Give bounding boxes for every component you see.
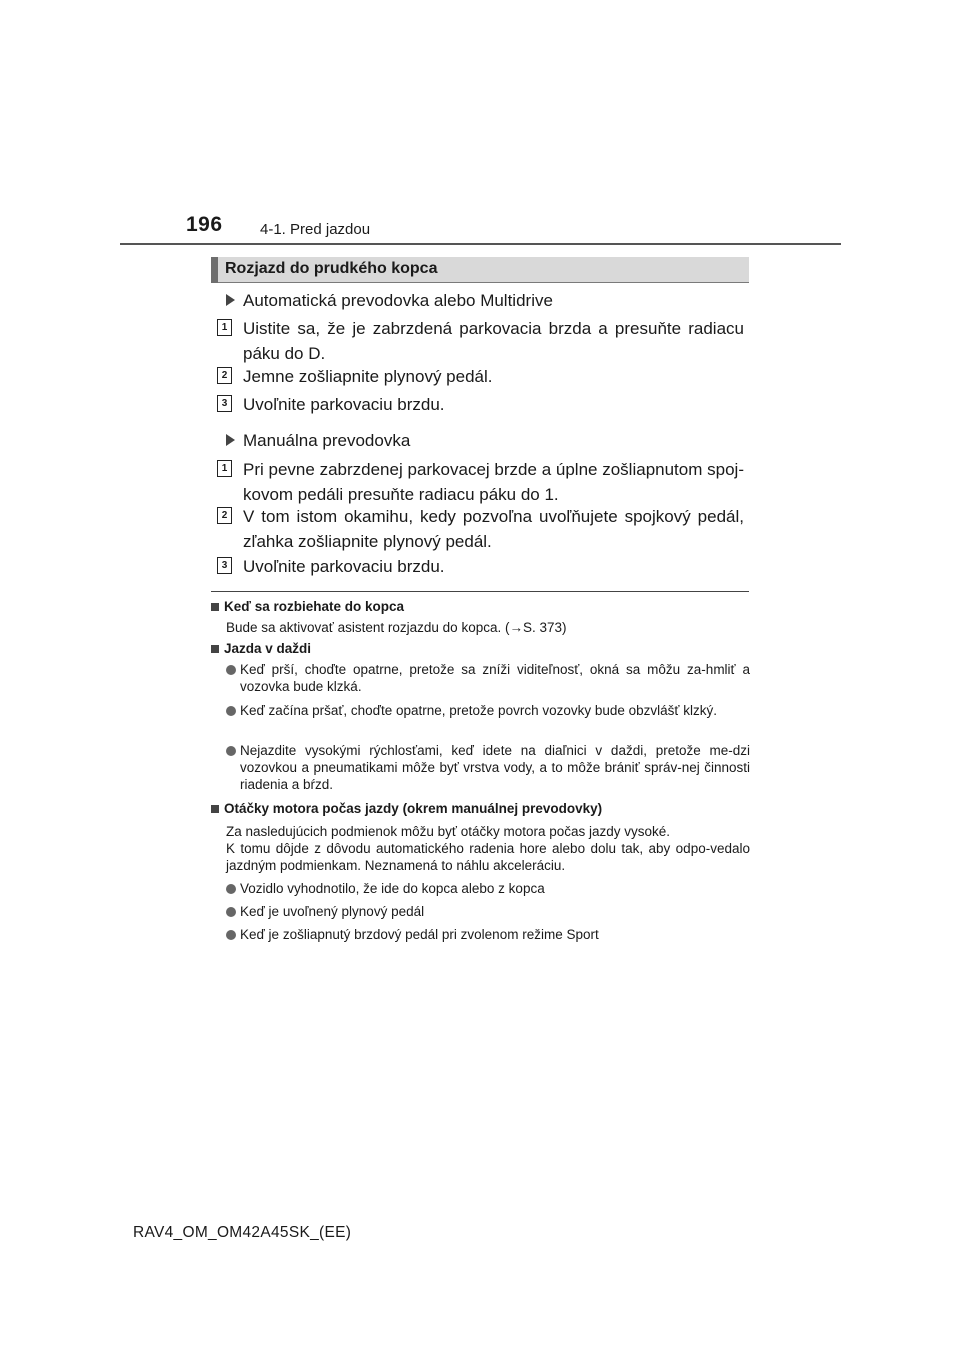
note-text: Bude sa aktivovať asistent rozjazdu do kopca. (→S. 373) (226, 620, 567, 635)
bullet-text: Keď je uvoľnený plynový pedál (240, 904, 425, 919)
step-text: Uvoľnite parkovaciu brzdu. (243, 557, 445, 576)
triangle-bullet-icon (226, 434, 235, 446)
note-heading: Jazda v daždi (211, 641, 311, 656)
step-text: Uistite sa, že je zabrzdená parkovacia brzda a presuňte radiacu páku do D. (243, 319, 744, 363)
page-number: 196 (186, 213, 223, 236)
note-heading: Keď sa rozbiehate do kopca (211, 599, 404, 614)
step-number-box: 2 (217, 507, 232, 524)
section-accent (211, 257, 218, 283)
chapter-title: 4-1. Pred jazdou (260, 221, 371, 238)
note-heading: Otáčky motora počas jazdy (okrem manuálnej prevodovky) (211, 801, 602, 816)
section-title: Rozjazd do prudkého kopca (225, 260, 438, 277)
square-bullet-icon (211, 603, 219, 611)
round-bullet-icon (226, 907, 236, 917)
step-number-box: 3 (217, 557, 232, 574)
step-number-box: 3 (217, 395, 232, 412)
round-bullet-icon (226, 884, 236, 894)
step-text: Uvoľnite parkovaciu brzdu. (243, 395, 445, 414)
bullet-text: Keď je zošliapnutý brzdový pedál pri zvolenom režime Sport (240, 927, 599, 942)
step-number-box: 2 (217, 367, 232, 384)
round-bullet-icon (226, 746, 236, 756)
round-bullet-icon (226, 706, 236, 716)
square-bullet-icon (211, 645, 219, 653)
bullet-text: Keď prší, choďte opatrne, pretože sa zníži viditeľnosť, okná sa môžu za-hmliť a vozovka bude klzká. (240, 662, 750, 694)
section-divider (211, 591, 749, 592)
step-text: V tom istom okamihu, kedy pozvoľna uvoľňujete spojkový pedál, zľahka zošliapnite plynový pedál. (243, 507, 744, 551)
section-heading-bar (211, 257, 749, 283)
note-text: K tomu dôjde z dôvodu automatického radenia hore alebo dolu tak, aby odpo-vedalo jazdným podmienkam. Neznamená to náhlu akceleráciu. (226, 841, 750, 873)
header-rule (120, 243, 841, 245)
round-bullet-icon (226, 665, 236, 675)
step-number-box: 1 (217, 319, 232, 336)
bullet-text: Vozidlo vyhodnotilo, že ide do kopca alebo z kopca (240, 881, 545, 896)
document-code: RAV4_OM_OM42A45SK_(EE) (133, 1224, 352, 1241)
step-text: Jemne zošliapnite plynový pedál. (243, 367, 493, 386)
square-bullet-icon (211, 805, 219, 813)
note-text: Za nasledujúcich podmienok môžu byť otáčky motora počas jazdy vysoké. (226, 824, 671, 839)
triangle-bullet-icon (226, 294, 235, 306)
bullet-text: Nejazdite vysokými rýchlosťami, keď idete na diaľnici v daždi, pretože me-dzi vozovkou a pneumatikami môže byť vrstva vody, a to môže brániť správ-nej činnosti riadenia a bŕzd. (240, 743, 750, 792)
step-number-box: 1 (217, 460, 232, 477)
round-bullet-icon (226, 930, 236, 940)
bullet-text: Keď začína pršať, choďte opatrne, pretože povrch vozovky bude obzvlášť klzký. (240, 703, 717, 718)
step-text: Pri pevne zabrzdenej parkovacej brzde a úplne zošliapnutom spoj-kovom pedáli presuňte radiacu páku do 1. (243, 460, 744, 504)
